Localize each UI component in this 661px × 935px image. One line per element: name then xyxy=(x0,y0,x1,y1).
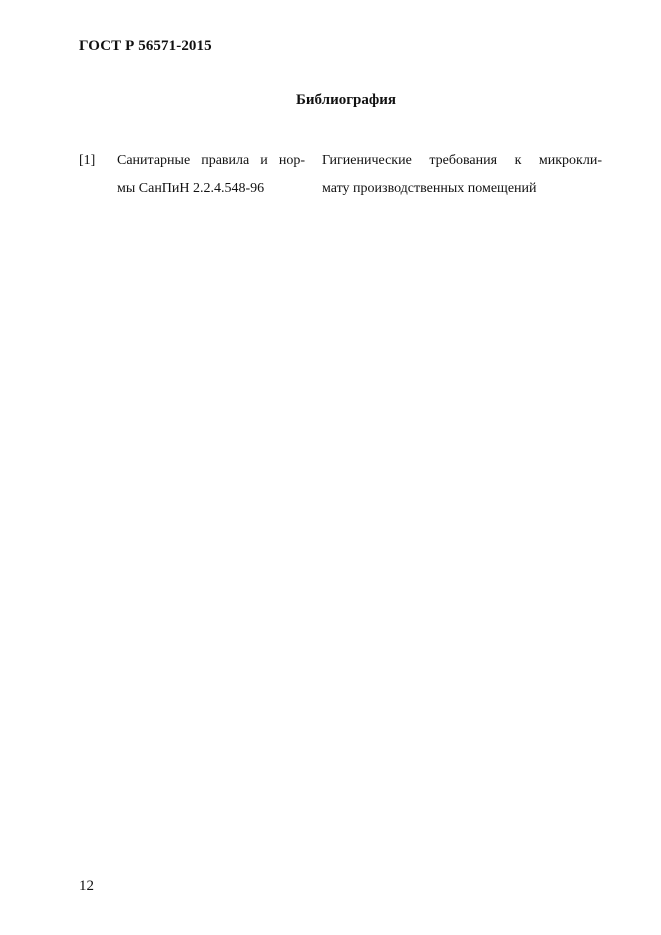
bibliography-entry xyxy=(0,147,661,207)
page-number: 12 xyxy=(79,878,94,894)
bibliography-title-line: Гигиенические требования к микрокли- xyxy=(322,153,602,168)
document-code: ГОСТ Р 56571-2015 xyxy=(79,38,212,54)
bibliography-source-line: мы СанПиН 2.2.4.548-96 xyxy=(117,181,265,196)
bibliography-entry-source xyxy=(117,147,305,203)
bibliography-entry-title xyxy=(322,147,602,203)
bibliography-source-line: Санитарные правила и нор- xyxy=(117,153,305,168)
bibliography-entry-number: [1] xyxy=(79,153,96,168)
section-title: Библиография xyxy=(295,92,397,108)
bibliography-title-line: мату производственных помещений xyxy=(322,181,537,196)
